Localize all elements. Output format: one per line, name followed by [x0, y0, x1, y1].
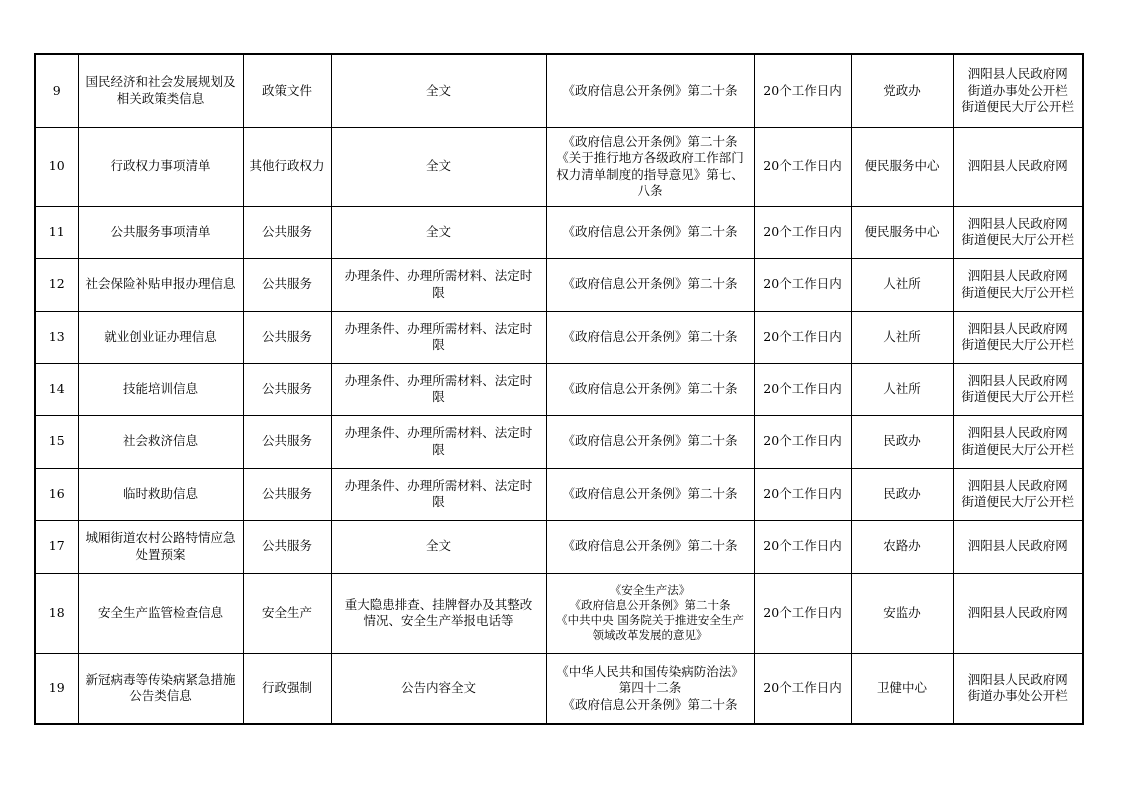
basis-cell-line: 《政府信息公开条例》第二十条 — [562, 276, 738, 292]
row-number-cell: 19 — [35, 653, 78, 724]
channel-cell — [953, 573, 1083, 653]
time-limit-cell: 20个工作日内 — [754, 206, 851, 258]
department-cell: 民政办 — [851, 415, 953, 468]
basis-cell-line: 《政府信息公开条例》第二十条 — [562, 380, 738, 396]
content-cell-line: 限 — [432, 441, 445, 457]
channel-cell-line: 街道便民大厅公开栏 — [961, 337, 1074, 352]
table-row — [35, 520, 1083, 573]
channel-cell — [953, 127, 1083, 206]
basis-cell-line: 《安全生产法》 — [609, 583, 691, 597]
department-cell: 人社所 — [851, 363, 953, 415]
category-cell: 公共服务 — [243, 363, 331, 415]
content-cell — [331, 363, 546, 415]
content-cell-line: 公告内容全文 — [400, 680, 476, 695]
item-name-cell — [78, 573, 243, 653]
table-row — [35, 468, 1083, 520]
channel-cell-line: 泗阳县人民政府网 — [967, 158, 1068, 174]
content-cell-line: 办理条件、办理所需材料、法定时 — [344, 268, 533, 283]
department-cell: 安监办 — [851, 573, 953, 653]
content-cell — [331, 653, 546, 724]
disclosure-table — [34, 53, 1084, 725]
basis-cell-line: 权力清单制度的指导意见》第七、 — [556, 166, 744, 182]
channel-cell — [953, 653, 1083, 724]
basis-cell-line: 《关于推行地方各级政府工作部门 — [556, 150, 744, 165]
department-cell: 便民服务中心 — [851, 206, 953, 258]
item-name-cell-line: 公告类信息 — [129, 688, 192, 704]
row-number-cell: 10 — [35, 127, 78, 206]
channel-cell-line: 泗阳县人民政府网 — [967, 372, 1068, 388]
table-row — [35, 415, 1083, 468]
content-cell-line: 限 — [432, 284, 445, 300]
channel-cell-line: 泗阳县人民政府网 — [967, 268, 1068, 283]
category-cell: 公共服务 — [243, 206, 331, 258]
row-number-cell: 16 — [35, 468, 78, 520]
channel-cell — [953, 415, 1083, 468]
item-name-cell-line: 就业创业证办理信息 — [104, 328, 217, 344]
row-number-cell: 12 — [35, 258, 78, 311]
item-name-cell-line: 公共服务事项清单 — [110, 223, 211, 239]
item-name-cell-line: 临时救助信息 — [122, 485, 198, 501]
table-row — [35, 311, 1083, 363]
time-limit-cell: 20个工作日内 — [754, 127, 851, 206]
basis-cell — [546, 311, 754, 363]
category-cell: 公共服务 — [243, 311, 331, 363]
basis-cell — [546, 520, 754, 573]
basis-cell-line: 《政府信息公开条例》第二十条 — [562, 328, 738, 344]
content-cell — [331, 468, 546, 520]
department-cell: 人社所 — [851, 258, 953, 311]
basis-cell-line: 《中华人民共和国传染病防治法》 — [556, 663, 744, 679]
item-name-cell — [78, 363, 243, 415]
department-cell: 便民服务中心 — [851, 127, 953, 206]
content-cell-line: 办理条件、办理所需材料、法定时 — [344, 320, 533, 336]
department-cell: 卫健中心 — [851, 653, 953, 724]
time-limit-cell: 20个工作日内 — [754, 520, 851, 573]
basis-cell-line: 《政府信息公开条例》第二十条 — [562, 433, 738, 449]
item-name-cell — [78, 258, 243, 311]
content-cell-line: 全文 — [425, 223, 451, 239]
department-cell: 人社所 — [851, 311, 953, 363]
category-cell: 安全生产 — [243, 573, 331, 653]
channel-cell — [953, 311, 1083, 363]
channel-cell-line: 街道便民大厅公开栏 — [961, 99, 1074, 114]
basis-cell — [546, 363, 754, 415]
content-cell-line: 办理条件、办理所需材料、法定时 — [344, 425, 533, 440]
category-cell: 公共服务 — [243, 468, 331, 520]
content-cell-line: 限 — [432, 494, 445, 509]
item-name-cell — [78, 653, 243, 724]
channel-cell-line: 街道便民大厅公开栏 — [961, 389, 1074, 404]
item-name-cell — [78, 127, 243, 206]
item-name-cell-line: 国民经济和社会发展规划及 — [85, 74, 236, 90]
table-row — [35, 363, 1083, 415]
basis-cell — [546, 258, 754, 311]
basis-cell-line: 第四十二条 — [618, 680, 682, 695]
content-cell-line: 限 — [432, 389, 445, 404]
item-name-cell-line: 行政权力事项清单 — [110, 158, 211, 174]
item-name-cell-line: 技能培训信息 — [122, 380, 198, 396]
channel-cell-line: 泗阳县人民政府网 — [967, 215, 1068, 231]
content-cell-line: 全文 — [425, 158, 451, 174]
row-number-cell: 14 — [35, 363, 78, 415]
basis-cell-line: 领域改革发展的意见》 — [592, 628, 708, 642]
channel-cell-line: 泗阳县人民政府网 — [967, 604, 1068, 620]
table-body — [35, 54, 1083, 724]
channel-cell-line: 街道办事处公开栏 — [967, 82, 1068, 98]
channel-cell-line: 泗阳县人民政府网 — [967, 477, 1068, 493]
category-cell: 政策文件 — [243, 54, 331, 127]
content-cell — [331, 520, 546, 573]
basis-cell — [546, 468, 754, 520]
time-limit-cell: 20个工作日内 — [754, 468, 851, 520]
category-cell: 公共服务 — [243, 520, 331, 573]
basis-cell-line: 八条 — [637, 183, 663, 198]
item-name-cell-line: 社会保险补贴申报办理信息 — [85, 276, 236, 292]
table-row — [35, 54, 1083, 127]
item-name-cell — [78, 54, 243, 127]
time-limit-cell: 20个工作日内 — [754, 415, 851, 468]
channel-cell — [953, 206, 1083, 258]
item-name-cell-line: 安全生产监管检查信息 — [97, 604, 223, 620]
basis-cell — [546, 573, 754, 653]
content-cell-line: 办理条件、办理所需材料、法定时 — [344, 477, 533, 493]
channel-cell-line: 街道便民大厅公开栏 — [961, 232, 1074, 247]
item-name-cell — [78, 415, 243, 468]
department-cell: 党政办 — [851, 54, 953, 127]
item-name-cell-line: 城厢街道农村公路特情应急 — [85, 530, 236, 545]
content-cell — [331, 54, 546, 127]
basis-cell-line: 《政府信息公开条例》第二十条 — [562, 82, 738, 98]
content-cell-line: 全文 — [425, 538, 451, 554]
channel-cell-line: 街道便民大厅公开栏 — [961, 284, 1074, 300]
basis-cell — [546, 206, 754, 258]
channel-cell — [953, 54, 1083, 127]
time-limit-cell: 20个工作日内 — [754, 573, 851, 653]
content-cell — [331, 206, 546, 258]
content-cell — [331, 415, 546, 468]
department-cell: 民政办 — [851, 468, 953, 520]
basis-cell — [546, 54, 754, 127]
category-cell: 公共服务 — [243, 415, 331, 468]
basis-cell-line: 《中共中央 国务院关于推进安全生产 — [556, 613, 744, 627]
item-name-cell-line: 社会救济信息 — [122, 433, 198, 449]
channel-cell — [953, 258, 1083, 311]
table-row — [35, 573, 1083, 653]
item-name-cell — [78, 468, 243, 520]
table-row — [35, 206, 1083, 258]
item-name-cell-line: 处置预案 — [135, 546, 186, 562]
content-cell-line: 限 — [432, 337, 445, 352]
channel-cell-line: 泗阳县人民政府网 — [967, 671, 1068, 687]
department-cell: 农路办 — [851, 520, 953, 573]
table-row — [35, 653, 1083, 724]
time-limit-cell: 20个工作日内 — [754, 258, 851, 311]
content-cell-line: 办理条件、办理所需材料、法定时 — [344, 372, 533, 388]
channel-cell — [953, 520, 1083, 573]
category-cell: 行政强制 — [243, 653, 331, 724]
channel-cell-line: 街道便民大厅公开栏 — [961, 494, 1074, 509]
item-name-cell — [78, 520, 243, 573]
content-cell-line: 重大隐患排查、挂牌督办及其整改 — [344, 596, 533, 612]
basis-cell — [546, 415, 754, 468]
content-cell — [331, 127, 546, 206]
item-name-cell-line: 相关政策类信息 — [116, 90, 205, 106]
channel-cell-line: 街道便民大厅公开栏 — [961, 441, 1074, 457]
channel-cell-line: 泗阳县人民政府网 — [967, 425, 1068, 440]
channel-cell-line: 街道办事处公开栏 — [967, 688, 1068, 704]
row-number-cell: 17 — [35, 520, 78, 573]
basis-cell-line: 《政府信息公开条例》第二十条 — [562, 485, 738, 501]
category-cell: 公共服务 — [243, 258, 331, 311]
channel-cell — [953, 363, 1083, 415]
item-name-cell — [78, 206, 243, 258]
time-limit-cell: 20个工作日内 — [754, 363, 851, 415]
basis-cell-line: 《政府信息公开条例》第二十条 — [562, 133, 738, 149]
channel-cell-line: 泗阳县人民政府网 — [967, 538, 1068, 554]
content-cell — [331, 258, 546, 311]
category-cell: 其他行政权力 — [243, 127, 331, 206]
table-row — [35, 258, 1083, 311]
content-cell-line: 全文 — [425, 82, 451, 98]
basis-cell-line: 《政府信息公开条例》第二十条 — [562, 696, 738, 712]
content-cell — [331, 311, 546, 363]
time-limit-cell: 20个工作日内 — [754, 653, 851, 724]
content-cell-line: 情况、安全生产举报电话等 — [363, 613, 514, 628]
content-cell — [331, 573, 546, 653]
row-number-cell: 15 — [35, 415, 78, 468]
item-name-cell-line: 新冠病毒等传染病紧急措施 — [85, 671, 236, 687]
row-number-cell: 18 — [35, 573, 78, 653]
row-number-cell: 11 — [35, 206, 78, 258]
basis-cell — [546, 653, 754, 724]
basis-cell-line: 《政府信息公开条例》第二十条 — [562, 223, 738, 239]
basis-cell — [546, 127, 754, 206]
row-number-cell: 9 — [35, 54, 78, 127]
row-number-cell: 13 — [35, 311, 78, 363]
channel-cell-line: 泗阳县人民政府网 — [967, 66, 1068, 81]
basis-cell-line: 《政府信息公开条例》第二十条 — [562, 538, 738, 554]
item-name-cell — [78, 311, 243, 363]
time-limit-cell: 20个工作日内 — [754, 311, 851, 363]
basis-cell-line: 《政府信息公开条例》第二十条 — [569, 598, 731, 612]
time-limit-cell: 20个工作日内 — [754, 54, 851, 127]
table-row — [35, 127, 1083, 206]
channel-cell — [953, 468, 1083, 520]
channel-cell-line: 泗阳县人民政府网 — [967, 320, 1068, 336]
